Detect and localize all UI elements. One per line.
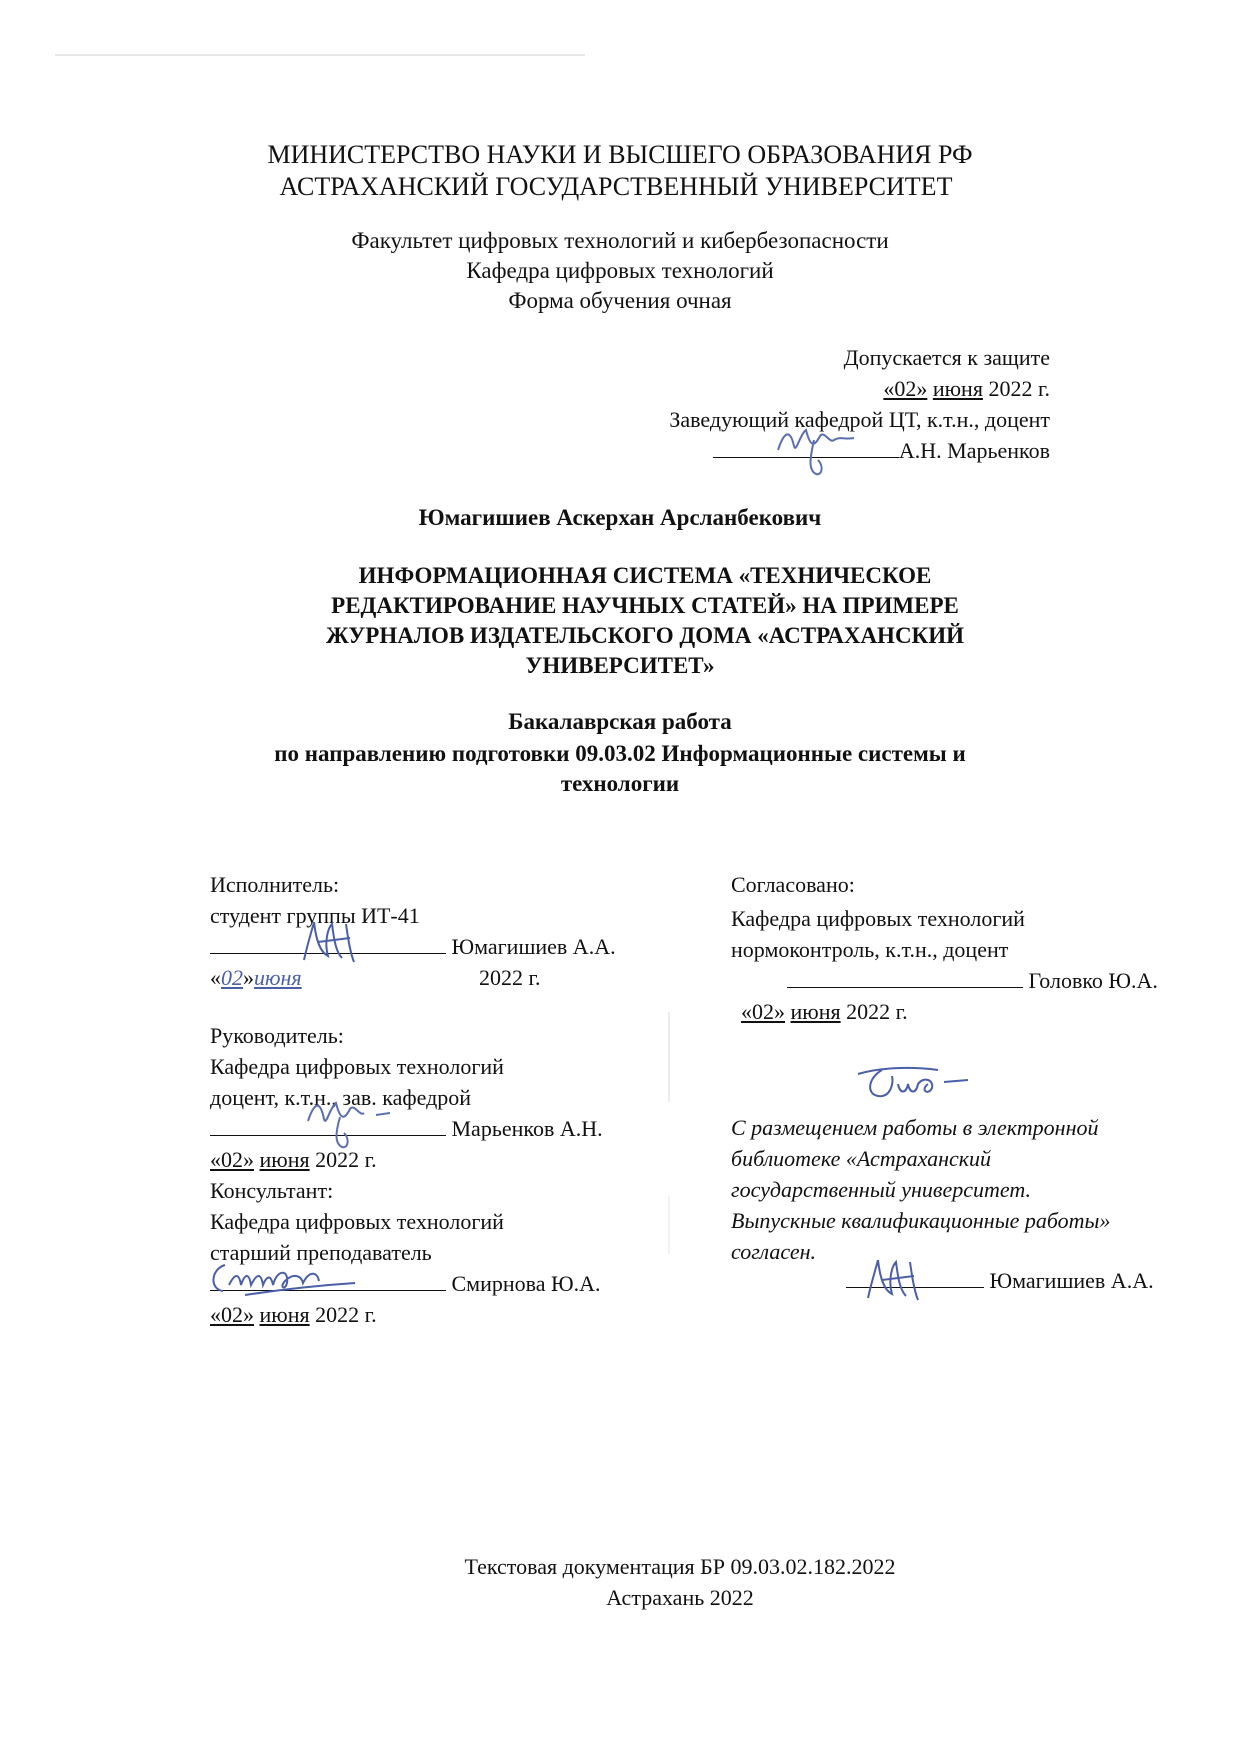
supervisor-signature-row	[210, 1113, 640, 1144]
direction-line: технологии	[560, 771, 680, 796]
left-column	[210, 869, 640, 1330]
agreed-name: Головко Ю.А.	[1028, 968, 1158, 993]
title-line: УНИВЕРСИТЕТ»	[525, 653, 715, 678]
executor-name: Юмагишиев А.А.	[451, 934, 616, 959]
supervisor-dept: Кафедра цифровых технологий	[210, 1054, 504, 1079]
consent-line: государственный университет.	[731, 1177, 1031, 1202]
agreed-month: июня	[790, 999, 841, 1024]
agreed-label: Согласовано:	[731, 872, 855, 897]
supervisor-name: Марьенков А.Н.	[451, 1116, 603, 1141]
title-line: ИНФОРМАЦИОННАЯ СИСТЕМА «ТЕХНИЧЕСКОЕ	[358, 563, 932, 588]
direction-line: по направлению подготовки 09.03.02 Информационные системы и	[274, 741, 966, 766]
consultant-date	[210, 1299, 640, 1330]
faculty-line: Факультет цифровых технологий и кибербезопасности	[351, 228, 889, 253]
work-type: Бакалаврская работа	[508, 709, 732, 734]
supervisor-month: июня	[259, 1147, 310, 1172]
consultant-day: «02»	[210, 1302, 254, 1327]
university-line: АСТРАХАНСКИЙ ГОСУДАРСТВЕННЫЙ УНИВЕРСИТЕТ	[279, 172, 953, 201]
signature-line	[210, 933, 446, 954]
approval-head-title: Заведующий кафедрой ЦТ, к.т.н., доцент	[669, 407, 1050, 432]
supervisor-label: Руководитель:	[210, 1023, 344, 1048]
agreed-title: нормоконтроль, к.т.н., доцент	[731, 937, 1009, 962]
approval-head-name: А.Н. Марьенков	[898, 438, 1050, 463]
approval-year: 2022 г.	[988, 376, 1050, 401]
consent-signature-row	[731, 1265, 1191, 1296]
right-column	[731, 869, 1191, 1296]
agreed-day: «02»	[741, 999, 785, 1024]
executor-month: июня	[254, 965, 302, 990]
title-line: РЕДАКТИРОВАНИЕ НАУЧНЫХ СТАТЕЙ» НА ПРИМЕРЕ	[331, 593, 959, 618]
executor-day: 02	[221, 965, 243, 990]
department-line: Кафедра цифровых технологий	[466, 258, 774, 283]
consent-line: согласен.	[731, 1239, 817, 1264]
date-quote: »	[243, 965, 254, 990]
title-line: ЖУРНАЛОВ ИЗДАТЕЛЬСКОГО ДОМА «АСТРАХАНСКИЙ	[325, 623, 965, 648]
ministry-line: МИНИСТЕРСТВО НАУКИ И ВЫСШЕГО ОБРАЗОВАНИЯ РФ	[267, 140, 973, 169]
consultant-year: 2022 г.	[315, 1302, 377, 1327]
signature-line	[210, 1115, 446, 1136]
direction	[0, 739, 1240, 799]
consent-text	[731, 1112, 1191, 1267]
consent-line: С размещением работы в электронной	[731, 1115, 1099, 1140]
consultant-label: Консультант:	[210, 1178, 334, 1203]
thesis-title	[0, 561, 1240, 681]
signature-line	[713, 437, 899, 458]
signature-line	[210, 1270, 446, 1291]
executor-year: 2022 г.	[479, 965, 541, 990]
approval-day: «02»	[883, 376, 928, 401]
author-name: Юмагишиев Аскерхан Арсланбекович	[418, 505, 822, 530]
consultant-signature-row	[210, 1268, 640, 1299]
executor-signature-row	[210, 931, 640, 962]
approval-date	[450, 373, 1050, 404]
date-quote: «	[210, 965, 221, 990]
signature-line	[787, 967, 1023, 988]
approval-admitted: Допускается к защите	[843, 345, 1050, 370]
city-year: Астрахань 2022	[606, 1585, 754, 1610]
consent-line: Выпускные квалификационные работы»	[731, 1208, 1111, 1233]
doc-code: Текстовая документация БР 09.03.02.182.2022	[464, 1554, 896, 1579]
approval-block	[450, 342, 1050, 466]
consultant-dept: Кафедра цифровых технологий	[210, 1209, 504, 1234]
agreed-dept: Кафедра цифровых технологий	[731, 906, 1025, 931]
consent-name: Юмагишиев А.А.	[989, 1268, 1154, 1293]
executor-label: Исполнитель:	[210, 872, 340, 897]
signature-line	[846, 1267, 984, 1288]
agreed-date	[731, 996, 1191, 1027]
supervisor-date	[210, 1144, 640, 1175]
scan-mark	[668, 1012, 670, 1102]
consultant-name: Смирнова Ю.А.	[451, 1271, 601, 1296]
supervisor-title: доцент, к.т.н., зав. кафедрой	[210, 1085, 472, 1110]
consent-line: библиотеке «Астраханский	[731, 1146, 992, 1171]
study-form-line: Форма обучения очная	[508, 288, 732, 313]
approval-month: июня	[932, 376, 983, 401]
supervisor-day: «02»	[210, 1147, 254, 1172]
supervisor-year: 2022 г.	[315, 1147, 377, 1172]
consultant-month: июня	[259, 1302, 310, 1327]
agreed-year: 2022 г.	[846, 999, 908, 1024]
scan-top-edge	[55, 54, 585, 56]
scan-mark	[668, 1196, 670, 1254]
executor-group: студент группы ИТ-41	[210, 903, 420, 928]
agreed-signature-row	[731, 965, 1191, 996]
executor-date	[210, 962, 640, 993]
approval-head-signature-line	[450, 435, 1050, 466]
consultant-title: старший преподаватель	[210, 1240, 432, 1265]
